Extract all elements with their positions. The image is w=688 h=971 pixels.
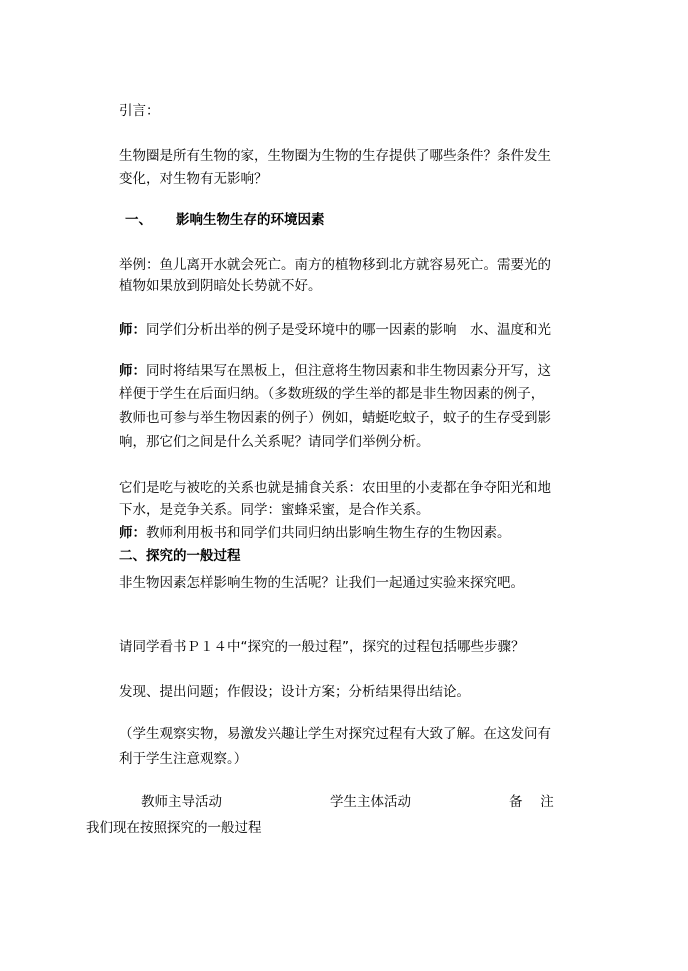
examples-line-2: 植物如果放到阴暗处长势就不好。 <box>119 278 322 294</box>
teacher-2-line-4: 响，那它们之间是什么关系呢？请同学们举例分析。 <box>119 434 430 450</box>
observation-line-1: （学生观察实物，易激发兴趣让学生对探究过程有大致了解。在这发问有 <box>119 726 551 742</box>
last-line: 我们现在按照探究的一般过程 <box>86 820 262 836</box>
teacher-3-text: 教师利用板书和同学们共同归纳出影响生物生存的生物因素。 <box>146 525 511 541</box>
observation-line-2: 利于学生注意观察。） <box>119 751 248 767</box>
intro-text-line-1: 生物圈是所有生物的家，生物圈为生物的生存提供了哪些条件？条件发生 <box>119 148 551 164</box>
inquiry-steps: 发现、提出问题；作假设；设计方案；分析结果得出结论。 <box>119 684 470 700</box>
teacher-1-text: 同学们分析出举的例子是受环境中的哪一因素的影响 水、温度和光 <box>146 322 551 338</box>
section-1-title: 影响生物生存的环境因素 <box>176 212 325 228</box>
teacher-paragraph-2-line-1 <box>119 361 551 381</box>
section-2-title: 二、探究的一般过程 <box>119 548 241 564</box>
nonbio-question: 非生物因素怎样影响生物的生活呢？让我们一起通过实验来探究吧。 <box>119 575 524 591</box>
teacher-2-line-2: 样便于学生在后面归纳。（多数班级的学生举的都是非生物因素的例子， <box>119 386 545 402</box>
table-header-student: 学生主体活动 <box>330 794 411 810</box>
teacher-paragraph-3 <box>119 523 511 543</box>
examples-line-1: 举例：鱼儿离开水就会死亡。南方的植物移到北方就容易死亡。需要光的 <box>119 257 551 273</box>
teacher-paragraph-1 <box>119 320 551 340</box>
table-header-teacher: 教师主导活动 <box>141 794 222 810</box>
book-prompt: 请同学看书Ｐ１４中“探究的一般过程”，探究的过程包括哪些步骤？ <box>119 639 525 655</box>
teacher-2-speaker: 师： <box>119 363 146 379</box>
relation-line-2: 下水，是竞争关系。同学：蜜蜂采蜜，是合作关系。 <box>119 502 430 518</box>
teacher-3-speaker: 师： <box>119 525 146 541</box>
relation-line-1: 它们是吃与被吃的关系也就是捕食关系：农田里的小麦都在争夺阳光和地 <box>119 480 551 496</box>
table-header-notes: 备 注 <box>509 794 554 810</box>
intro-text-line-2: 变化，对生物有无影响？ <box>119 171 268 187</box>
teacher-1-speaker: 师： <box>119 322 146 338</box>
section-1-number: 一、 <box>125 212 152 228</box>
teacher-2-line-3: 教师也可参与举生物因素的例子）例如，蜻蜓吃蚊子，蚊子的生存受到影 <box>119 410 551 426</box>
intro-label: 引言： <box>119 103 160 119</box>
teacher-2-line-1: 同时将结果写在黑板上，但注意将生物因素和非生物因素分开写，这 <box>146 363 551 379</box>
